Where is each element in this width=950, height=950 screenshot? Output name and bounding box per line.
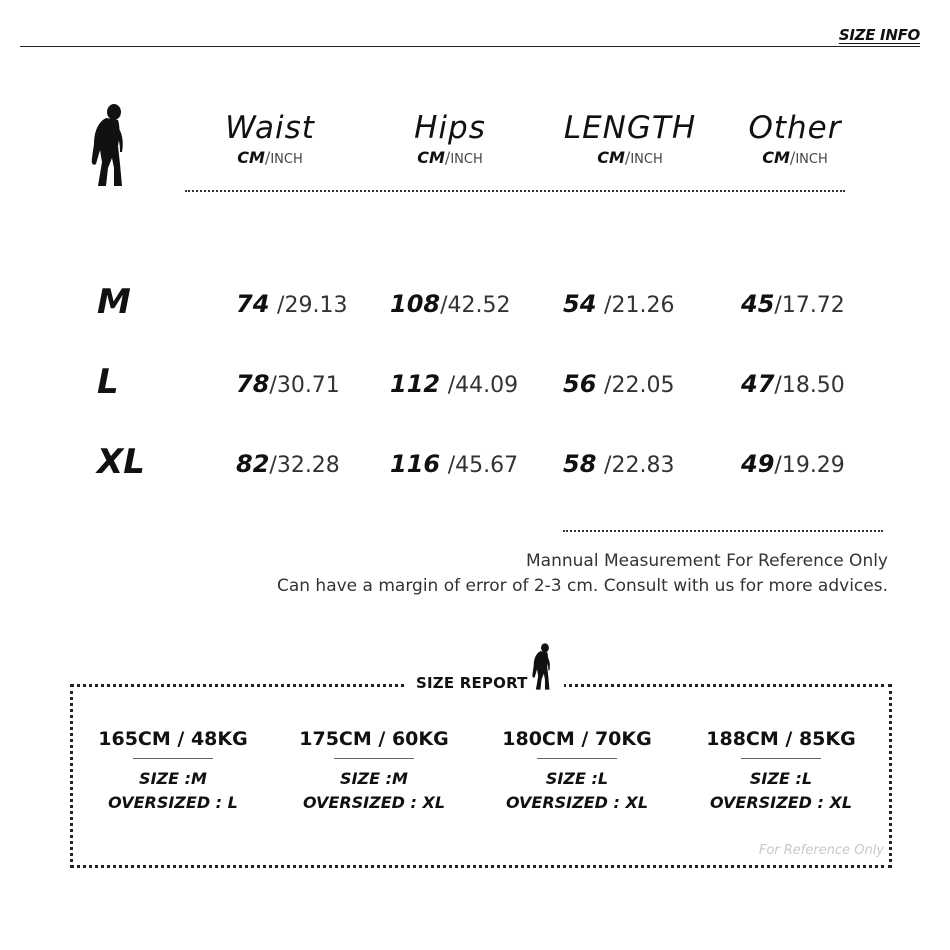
entry-divider [537, 758, 617, 759]
column-name: Other [748, 110, 842, 146]
table-cell: 112 /44.09 [390, 370, 519, 398]
column-header-other [710, 108, 880, 170]
size-report-entry [73, 726, 273, 815]
table-cell: 56 /22.05 [563, 370, 675, 398]
table-cell: 82/32.28 [236, 450, 340, 478]
height-weight: 165CM / 48KG [98, 728, 248, 750]
table-cell: 78/30.71 [236, 370, 340, 398]
entry-divider [334, 758, 414, 759]
human-figure-icon [84, 102, 130, 190]
size-label-m: M [97, 282, 131, 322]
oversized-size: OVERSIZED : L [108, 793, 238, 812]
column-header-length [545, 108, 715, 170]
height-weight: 175CM / 60KG [299, 728, 449, 750]
human-figure-icon [528, 642, 554, 692]
table-cell: 116 /45.67 [390, 450, 519, 478]
recommended-size: SIZE :L [749, 769, 813, 788]
entry-divider [741, 758, 821, 759]
table-cell: 47/18.50 [741, 370, 845, 398]
table-cell: 45/17.72 [741, 290, 845, 318]
oversized-size: OVERSIZED : XL [302, 793, 446, 812]
height-weight: 180CM / 70KG [502, 728, 652, 750]
column-name: LENGTH [563, 110, 697, 146]
note-line-1: Mannual Measurement For Reference Only [526, 551, 888, 571]
column-unit: CM/INCH [597, 148, 663, 167]
height-weight: 188CM / 85KG [706, 728, 856, 750]
column-header-waist [185, 108, 355, 170]
column-name: Waist [225, 110, 315, 146]
header-dotted-divider [185, 190, 845, 192]
recommended-size: SIZE :M [139, 769, 207, 788]
table-cell: 54 /21.26 [563, 290, 675, 318]
size-label-xl: XL [97, 442, 145, 482]
size-report-entry [477, 726, 677, 815]
size-report-title: SIZE REPORT [416, 674, 528, 692]
table-cell: 58 /22.83 [563, 450, 675, 478]
column-unit: CM/INCH [237, 148, 303, 167]
note-line-2: Can have a margin of error of 2-3 cm. Consult with us for more advices. [276, 576, 888, 596]
size-report-entry [681, 726, 881, 815]
page-title: SIZE INFO [838, 26, 920, 44]
column-unit: CM/INCH [762, 148, 828, 167]
table-cell: 108/42.52 [390, 290, 511, 318]
oversized-size: OVERSIZED : XL [709, 793, 853, 812]
recommended-size: SIZE :L [545, 769, 609, 788]
size-report-entry [274, 726, 474, 815]
column-unit: CM/INCH [417, 148, 483, 167]
table-cell: 74 /29.13 [236, 290, 348, 318]
column-name: Hips [414, 110, 486, 146]
recommended-size: SIZE :M [340, 769, 408, 788]
reference-note: For Reference Only [758, 843, 884, 858]
column-header-hips [365, 108, 535, 170]
oversized-size: OVERSIZED : XL [505, 793, 649, 812]
notes-dotted-divider [563, 530, 883, 532]
entry-divider [133, 758, 213, 759]
header-divider [20, 46, 920, 47]
size-label-l: L [97, 362, 119, 402]
table-cell: 49/19.29 [741, 450, 845, 478]
